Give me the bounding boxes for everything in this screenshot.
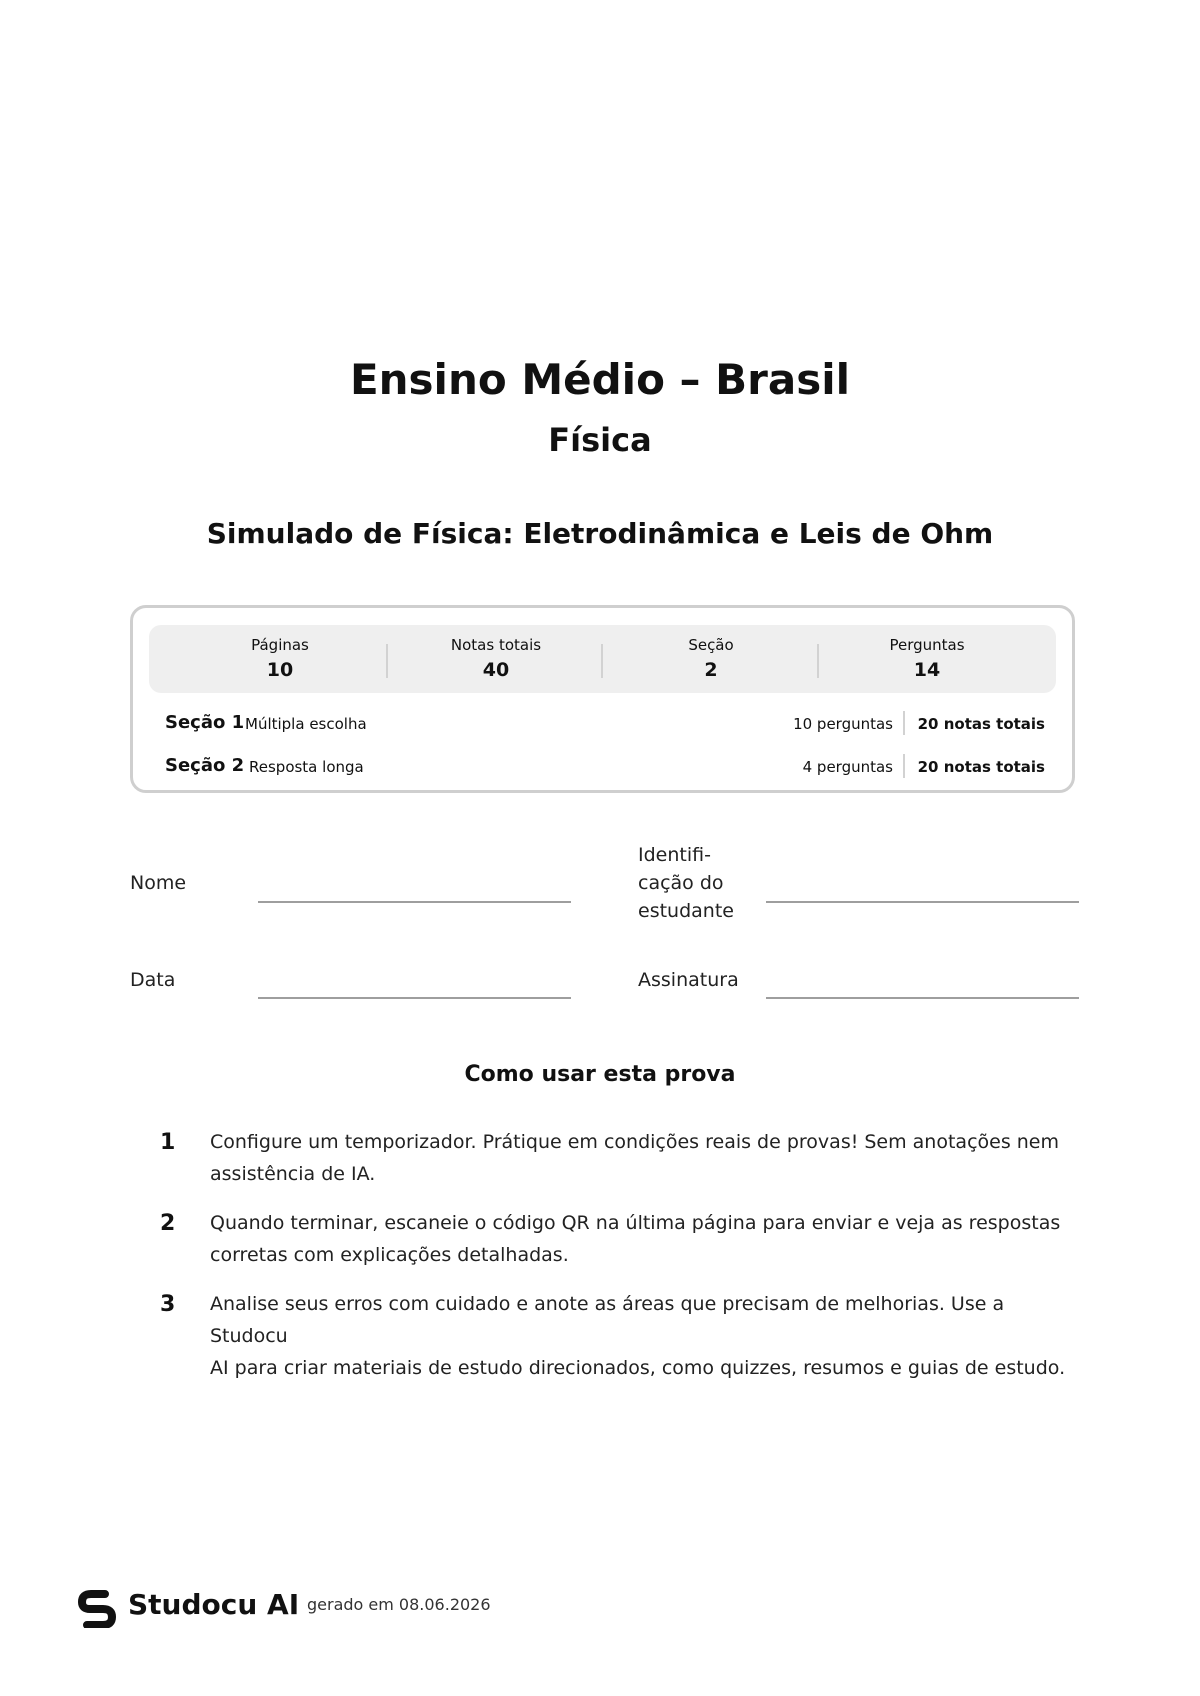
- step-number: 3: [160, 1292, 176, 1317]
- stat-total-marks-value: 40: [482, 659, 510, 681]
- stat-divider: [601, 644, 603, 678]
- step-text-line: Analise seus erros com cuidado e anote as áreas que precisam de melhorias. Use a Studocu: [210, 1293, 1005, 1347]
- date-label: Data: [130, 969, 176, 991]
- stat-questions: [827, 635, 1027, 683]
- exam-title: Simulado de Física: Eletrodinâmica e Leis de Ohm: [206, 517, 994, 550]
- section-divider: [903, 711, 905, 735]
- student-id-label-line: estudante: [638, 900, 734, 922]
- student-id-label: [638, 841, 734, 925]
- student-id-field-line[interactable]: [766, 901, 1079, 903]
- exam-stats-bar: [149, 625, 1056, 693]
- name-label: Nome: [130, 872, 187, 894]
- generated-date: gerado em 08.06.2026: [307, 1595, 491, 1614]
- section-marks: 20 notas totais: [917, 758, 1045, 776]
- exam-summary-box: [130, 605, 1075, 793]
- step-text: [210, 1207, 1070, 1271]
- stat-questions-label: Perguntas: [889, 636, 965, 654]
- stat-total-marks: [396, 635, 596, 683]
- date-field-line[interactable]: [258, 997, 571, 999]
- student-id-label-line: cação do: [638, 872, 724, 894]
- signature-field-line[interactable]: [766, 997, 1079, 999]
- step-text-line: corretas com explicações detalhadas.: [210, 1244, 569, 1266]
- step-text: [210, 1126, 1070, 1190]
- section-question-count: 10 perguntas: [793, 715, 893, 733]
- stat-pages-label: Páginas: [251, 636, 309, 654]
- section-row-2: [165, 752, 1045, 780]
- section-type: Resposta longa: [249, 758, 364, 776]
- stat-total-marks-label: Notas totais: [450, 636, 542, 654]
- subject-title: Física: [548, 421, 652, 459]
- signature-label: Assinatura: [638, 969, 739, 991]
- step-number: 2: [160, 1211, 176, 1236]
- step-text-line: Quando terminar, escaneie o código QR na última página para enviar e veja as respostas: [210, 1212, 1061, 1234]
- name-field-line[interactable]: [258, 901, 571, 903]
- stat-sections-label: Seção: [688, 636, 734, 654]
- section-name: Seção 2: [165, 755, 245, 776]
- section-name: Seção 1: [165, 712, 245, 733]
- section-divider: [903, 754, 905, 778]
- stat-questions-value: 14: [913, 659, 941, 681]
- stat-pages: [180, 635, 380, 683]
- student-id-label-line: Identifi-: [638, 844, 711, 866]
- step-text: [210, 1288, 1070, 1384]
- section-row-1: [165, 709, 1045, 737]
- stat-sections-value: 2: [704, 659, 718, 681]
- stat-sections: [611, 635, 811, 683]
- stat-pages-value: 10: [266, 659, 294, 681]
- document-title: Ensino Médio – Brasil: [349, 355, 851, 404]
- stat-divider: [386, 644, 388, 678]
- stat-divider: [817, 644, 819, 678]
- step-text-line: Configure um temporizador. Prátique em condições reais de provas! Sem anotações nem: [210, 1131, 1060, 1153]
- section-type: Múltipla escolha: [245, 715, 367, 733]
- step-text-line: assistência de IA.: [210, 1163, 376, 1185]
- step-number: 1: [160, 1130, 176, 1155]
- howto-title: Como usar esta prova: [464, 1062, 736, 1087]
- section-question-count: 4 perguntas: [802, 758, 893, 776]
- section-marks: 20 notas totais: [917, 715, 1045, 733]
- step-text-line: AI para criar materiais de estudo direcionados, como quizzes, resumos e guias de estudo.: [210, 1357, 1066, 1379]
- studocu-logo-text: Studocu AI: [128, 1588, 300, 1621]
- studocu-logo-icon: [78, 1590, 116, 1628]
